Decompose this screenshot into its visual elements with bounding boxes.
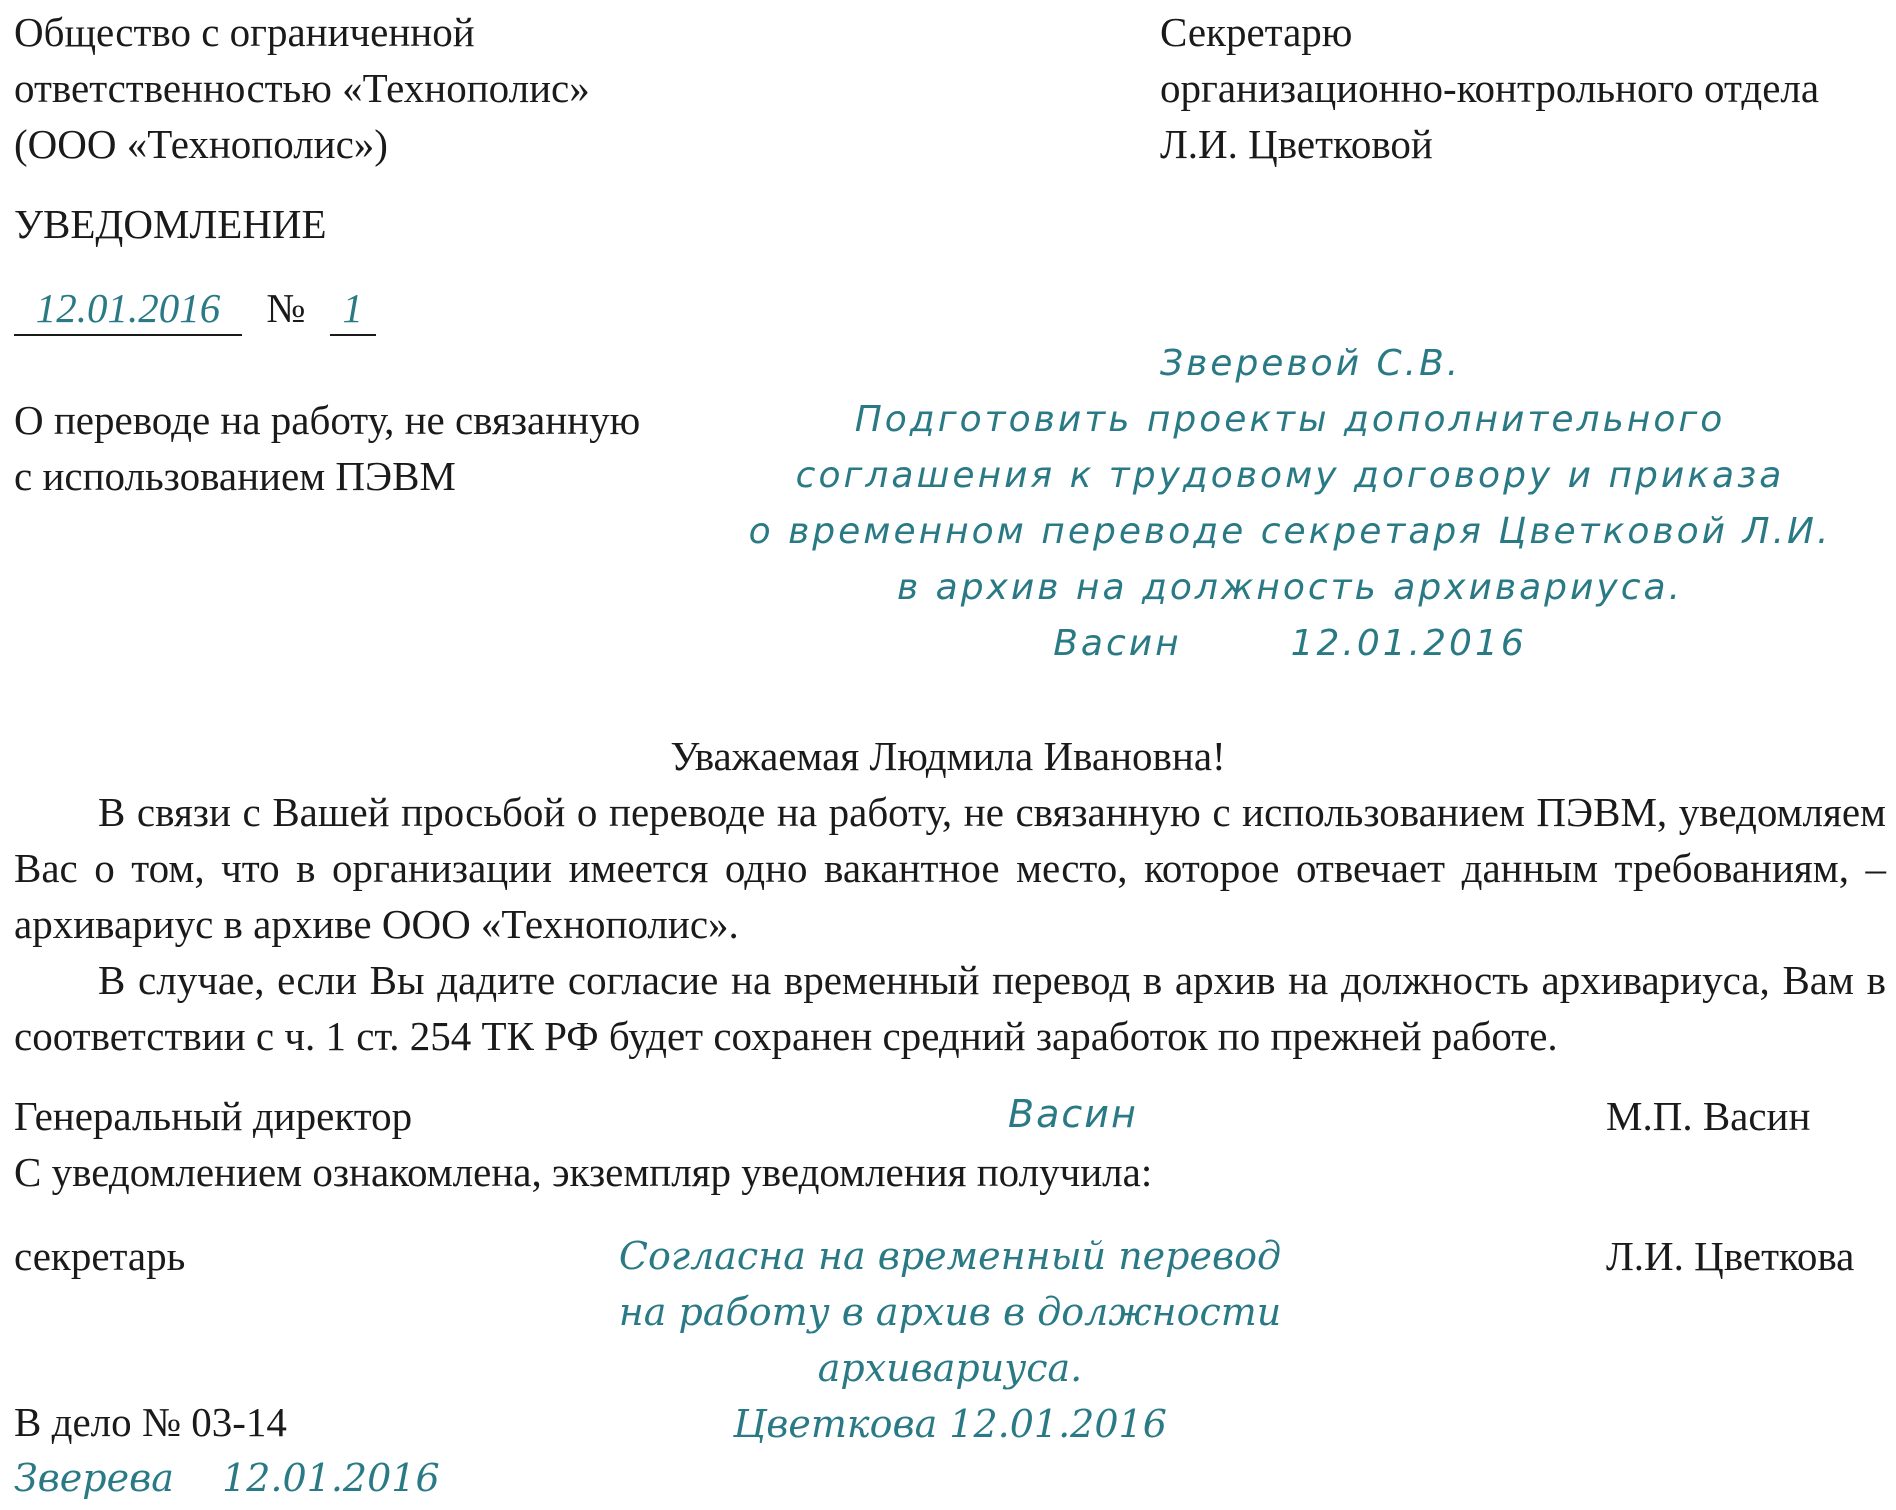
subject-line-1: О переводе на работу, не связанную [14, 397, 641, 443]
filing-signature: Зверева [14, 1456, 174, 1500]
addressee-line-3: Л.И. Цветковой [1160, 121, 1433, 167]
employee-position: секретарь [14, 1233, 186, 1279]
resolution-line-2: Подготовить проекты дополнительного [854, 399, 1726, 440]
signatory-signature: Васин [1008, 1092, 1138, 1136]
number-sign: № [266, 285, 306, 331]
filing-date: 12.01.2016 [222, 1456, 440, 1500]
acknowledgement-text: С уведомлением ознакомлена, экземпляр уведомления получила: [14, 1149, 1153, 1195]
document-date: 12.01.2016 [35, 285, 221, 331]
body-paragraph-2: В случае, если Вы дадите согласие на временный перевод в архив на должность архивариуса, Вам в соответствии с ч. 1 ст. 254 ТК РФ будет сохранен средний заработок по прежней работе. [14, 957, 1886, 1059]
filing-signature-row [14, 1450, 440, 1506]
resolution-line-4: о временном переводе секретаря Цветковой Л.И. [748, 511, 1832, 552]
sender-line-3: (ООО «Технополис») [14, 121, 388, 167]
document-number: 1 [342, 285, 363, 331]
resolution-line-3: соглашения к трудовому договору и приказа [795, 455, 1785, 496]
signatory-position: Генеральный директор [14, 1093, 413, 1139]
consent-line-2: на работу в архив в должности архивариуса. [618, 1290, 1282, 1390]
body-paragraph-1: В связи с Вашей просьбой о переводе на работу, не связанную с использованием ПЭВМ, уведомляем Вас о том, что в организации имеется одно вакантное место, которое отвечает данным требованиям, – архивариус в архиве ООО «Технополис». [14, 789, 1886, 947]
employee-name: Л.И. Цветкова [1606, 1233, 1855, 1279]
filing-text: В дело № 03-14 [14, 1399, 287, 1445]
date-number-row [14, 280, 376, 336]
document-type: УВЕДОМЛЕНИЕ [14, 201, 327, 247]
resolution-date: 12.01.2016 [1290, 623, 1527, 664]
resolution-signature: Васин [1053, 623, 1182, 664]
consent-line-1: Согласна на временный перевод [618, 1234, 1282, 1278]
resolution-block [700, 336, 1880, 672]
employee-consent-block [540, 1228, 1360, 1452]
sender-line-1: Общество с ограниченной [14, 9, 475, 55]
resolution-line-5: в архив на должность архивариуса. [896, 567, 1684, 608]
consent-line-3: Цветкова 12.01.2016 [733, 1402, 1167, 1446]
resolution-signature-row [700, 616, 1880, 672]
resolution-addressee: Зверевой С.В. [1160, 343, 1462, 384]
salutation: Уважаемая Людмила Ивановна! [670, 733, 1226, 779]
subject-line-2: с использованием ПЭВМ [14, 453, 456, 499]
addressee-line-2: организационно-контрольного отдела [1160, 65, 1820, 111]
sender-line-2: ответственностью «Технополис» [14, 65, 590, 111]
signatory-name: М.П. Васин [1606, 1093, 1811, 1139]
addressee-line-1: Секретарю [1160, 9, 1353, 55]
date-field [14, 282, 242, 336]
number-field [330, 282, 376, 336]
